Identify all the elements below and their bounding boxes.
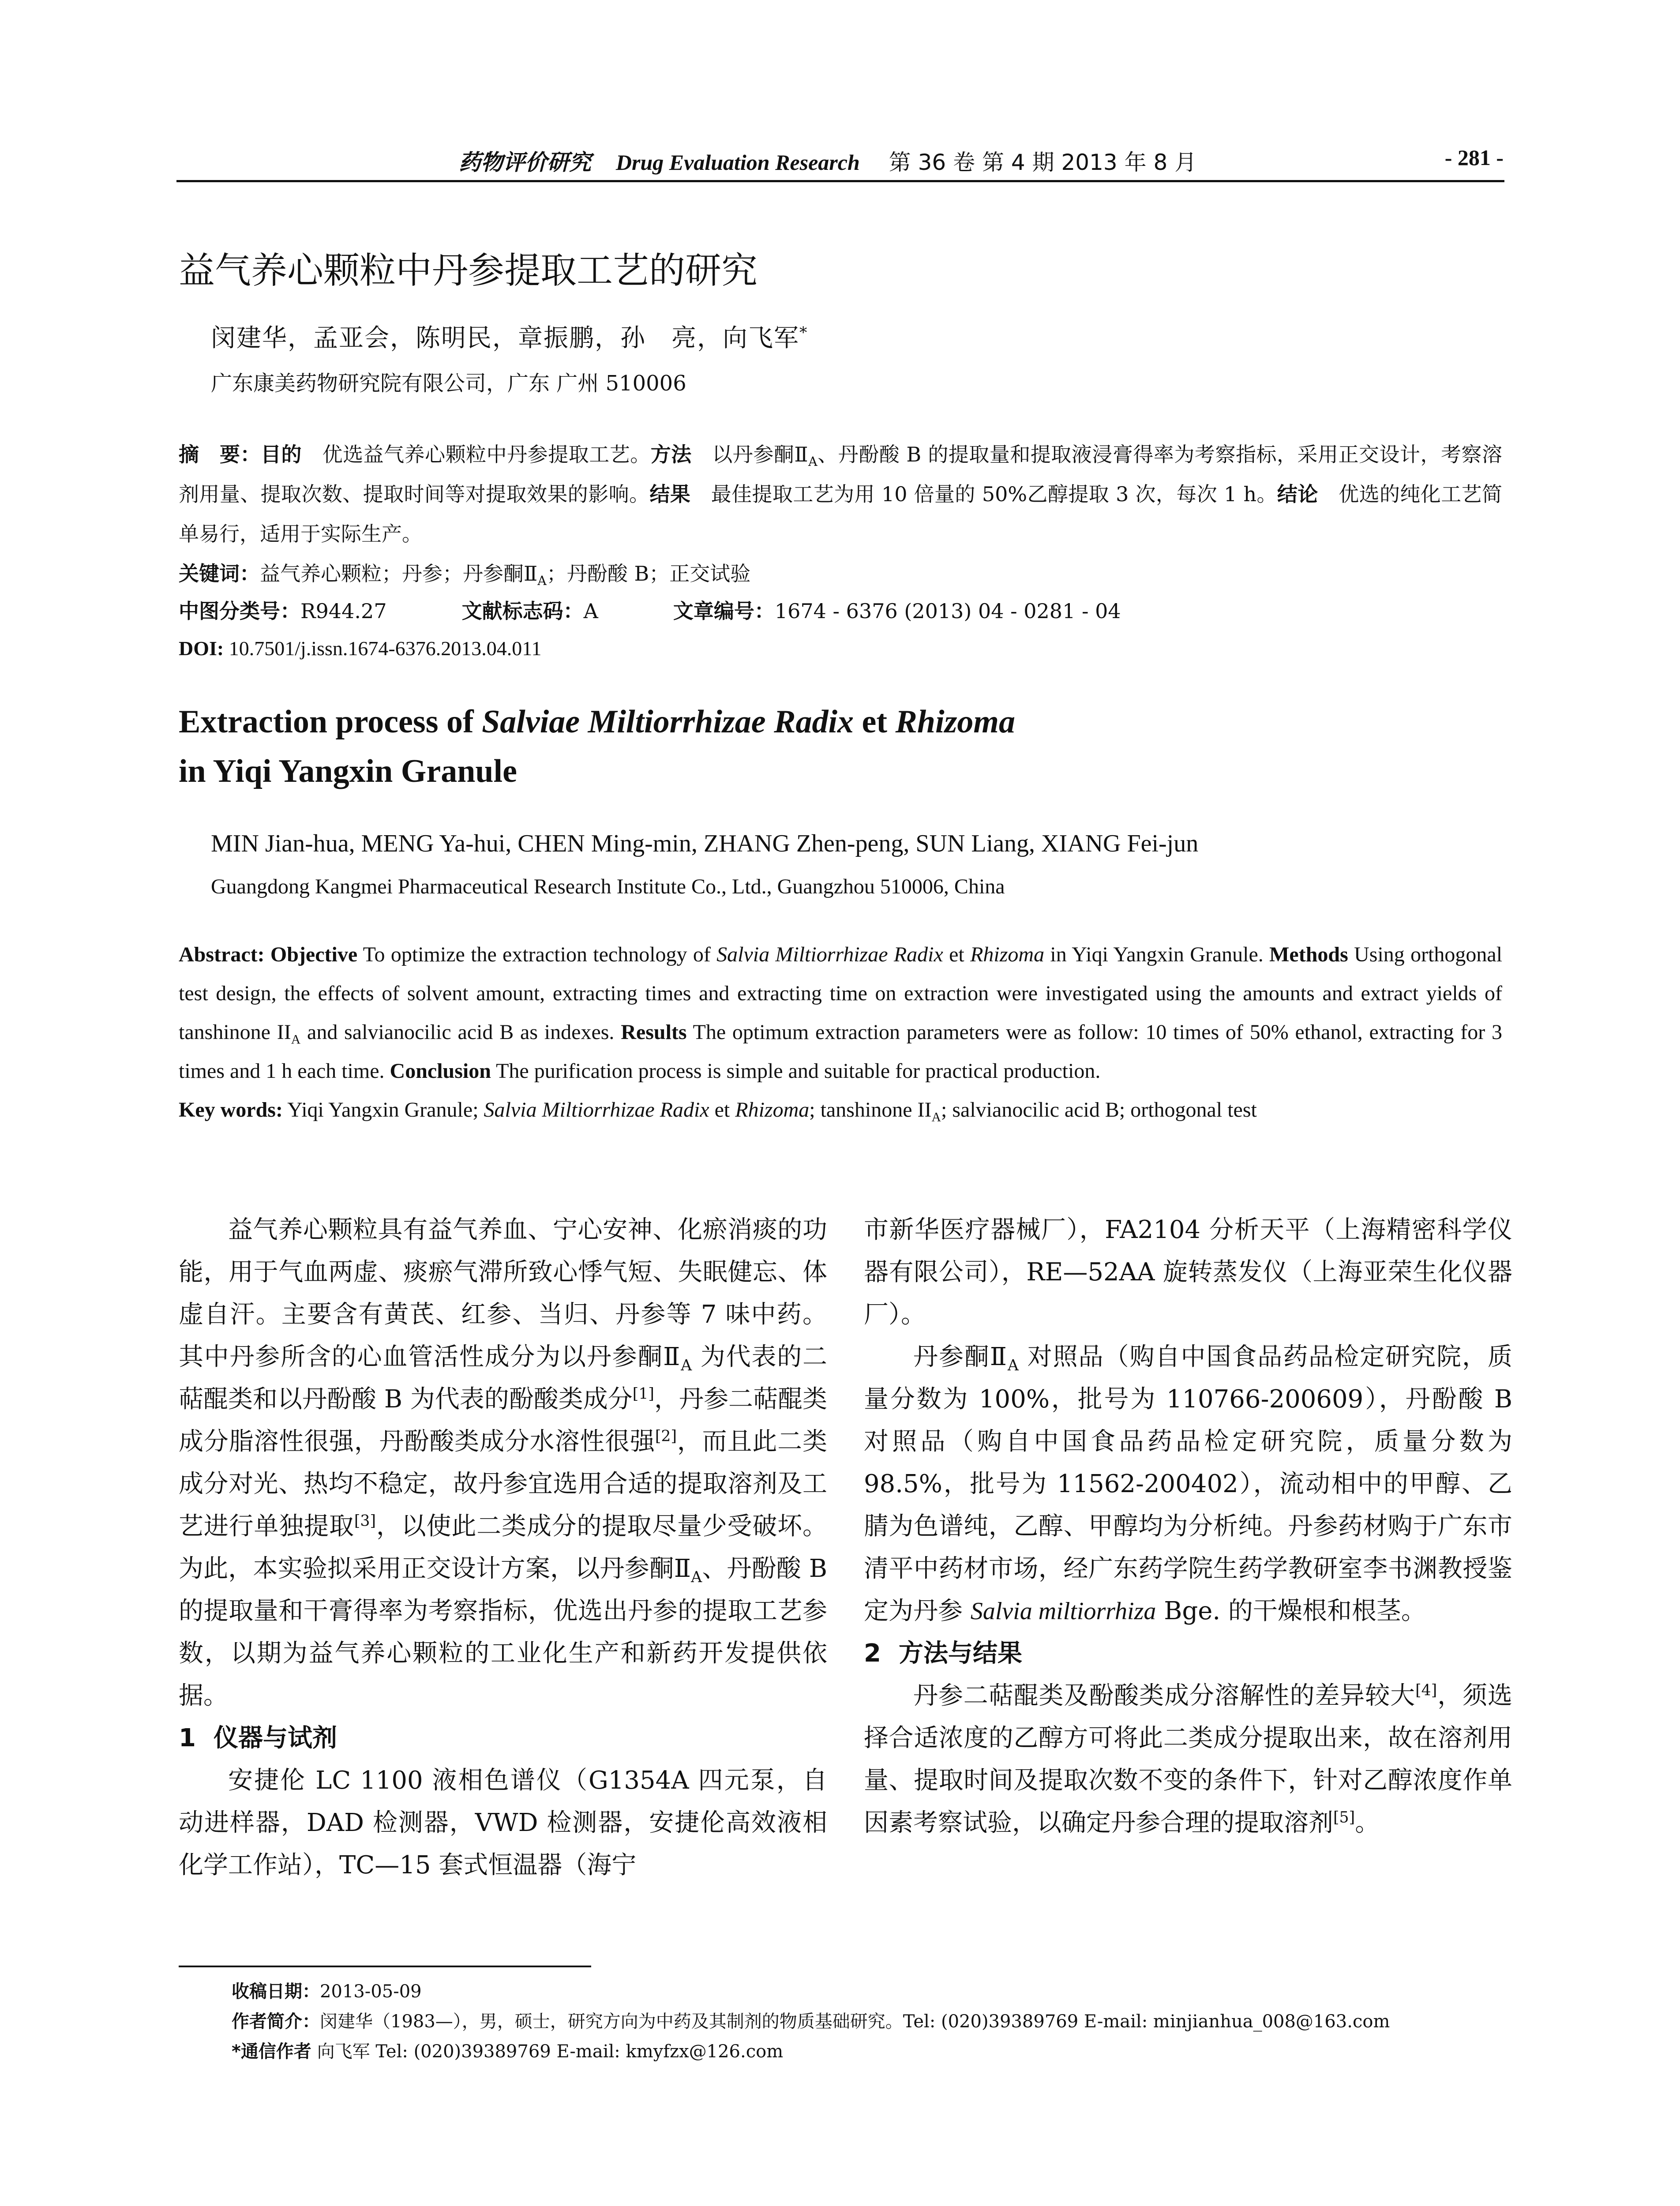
keywords-en-italic2: Rhizoma — [735, 1098, 810, 1122]
abstract-en-objective-italic2: Rhizoma — [970, 943, 1045, 966]
citation-ref-5[interactable]: [5] — [1333, 1808, 1355, 1827]
methods-para-c: 。 — [1355, 1808, 1380, 1837]
title-en-part1: Extraction process of — [179, 704, 482, 740]
keywords-cn — [179, 554, 1502, 593]
authors-en: MIN Jian-hua, MENG Ya-hui, CHEN Ming-min, ZHANG Zhen-peng, SUN Liang, XIANG Fei-jun — [211, 830, 1199, 857]
footnote-rule — [179, 1966, 591, 1967]
objective-text: 优选益气养心颗粒中丹参提取工艺。 — [322, 443, 651, 466]
corresponding-author — [179, 2037, 1546, 2067]
abstract-en-methods: Using orthogonal test design, the effects of solvent amount, extracting times and extracting time on extraction were investigated using the amounts and extract yields of tanshinone II — [179, 943, 1503, 1044]
abstract-en-objective-3: in Yiqi Yangxin Granule. — [1044, 943, 1270, 966]
intro-text-c: ，丹参二萜醌类成分脂溶性很强，丹酚酸类成分水溶性很强 — [179, 1385, 827, 1456]
corresponding-mark: * — [799, 324, 808, 342]
author-bio-text: 闵建华（1983—），男，硕士，研究方向为中药及其制剂的物质基础研究。Tel: (020)39389769 E-mail: minjianhua_008@163.com — [320, 2011, 1390, 2032]
conclusion-text: 优选的纯化工艺简单易行，适用于实际生产。 — [179, 482, 1503, 546]
reagents-text-b: 对照品（购自中国食品药品检定研究院，质量分数为 100%，批号为 110766-200609），丹酚酸 B 对照品（购自中国食品药品检定研究院，质量分数为 98.5%，批号为 11562-200402），流动相中的甲醇、乙腈为色谱纯，乙醇、甲醇均为分析纯。丹参药材购于广东市清平中药材市场，经广东药学院生药学教研室李书渊教授鉴定为丹参 — [864, 1343, 1512, 1625]
species-name: Salvia miltiorrhiza — [970, 1598, 1156, 1625]
results-label: 结果 — [649, 482, 691, 506]
intro-sub-2: A — [691, 1568, 702, 1587]
authors-cn — [211, 319, 808, 354]
reagents-paragraph — [864, 1336, 1512, 1632]
received-date — [179, 1977, 1546, 2007]
issue-info: 第 36 卷 第 4 期 2013 年 8 月 — [889, 150, 1197, 175]
abstract-en-objective-2: et — [943, 943, 971, 966]
body-column-right — [864, 1209, 1512, 1844]
doc-label: 文献标志码： — [461, 599, 584, 623]
header-rule — [176, 180, 1504, 182]
clc-value: R944.27 — [300, 599, 387, 623]
methods-text-2: 、丹酚酸 B 的提取量和提取液浸膏得率为考察指标，采用正交设计，考察溶剂用量、提取次数、提取时间等对提取效果的影响。 — [179, 443, 1503, 506]
footnotes — [179, 1977, 1546, 2067]
body-column-left — [179, 1209, 827, 1887]
reagents-text-a: 丹参酮Ⅱ — [913, 1343, 1008, 1371]
abstract-en-objective: To optimize the extraction technology of — [357, 943, 717, 966]
affiliation-cn: 广东康美药物研究院有限公司，广东 广州 510006 — [211, 371, 686, 396]
keywords-cn-sub: A — [537, 574, 547, 589]
abstract-en-methods-sub: A — [291, 1032, 301, 1047]
keywords-cn-label: 关键词： — [179, 562, 260, 585]
keywords-en-label: Key words: — [179, 1098, 283, 1122]
received-value: 2013-05-09 — [320, 1981, 422, 2002]
doc-value: A — [583, 599, 598, 623]
clc-label: 中图分类号： — [179, 599, 300, 623]
corresponding-text: 向飞军 Tel: (020)39389769 E-mail: kmyfzx@126.com — [311, 2041, 784, 2062]
intro-text-b: 为代表的二萜醌类和以丹酚酸 B 为代表的酚酸类成分 — [179, 1343, 827, 1414]
methods-paragraph — [864, 1675, 1512, 1844]
abstract-en-methods-2: and salvianocilic acid B as indexes. — [300, 1020, 621, 1044]
doi-label: DOI: — [179, 637, 224, 660]
keywords-en-a: Yiqi Yangxin Granule; — [282, 1098, 484, 1122]
abstract-en-conclusion: The purification process is simple and suitable for practical production. — [491, 1059, 1101, 1083]
methods-sub: A — [808, 454, 818, 469]
section-2-title: 方法与结果 — [898, 1639, 1022, 1668]
citation-ref-4[interactable]: [4] — [1415, 1681, 1437, 1700]
doi-link[interactable]: 10.7501/j.issn.1674-6376.2013.04.011 — [224, 637, 542, 660]
intro-text-a: 益气养心颗粒具有益气养血、宁心安神、化瘀消痰的功能，用于气血两虚、痰瘀气滞所致心悸气短、失眠健忘、体虚自汗。主要含有黄芪、红参、当归、丹参等 7 味中药。其中丹参所含的心血管活性成分为以丹参酮Ⅱ — [179, 1216, 827, 1371]
citation-ref-3[interactable]: [3] — [354, 1512, 376, 1530]
article-value: 1674 - 6376 (2013) 04 - 0281 - 04 — [774, 599, 1121, 623]
keywords-en-d: ; salvianocilic acid B; orthogonal test — [941, 1098, 1257, 1122]
abstract-en-results: The optimum extraction parameters were as follow: 10 times of 50% ethanol, extracting for 3 times and 1 h each time. — [179, 1020, 1503, 1083]
methods-label: 方法 — [650, 443, 692, 466]
abstract-en-label: Abstract: Objective — [179, 943, 358, 966]
authors-cn-text: 闵建华，孟亚会，陈明民，章振鹏，孙 亮，向飞军 — [211, 324, 799, 353]
intro-paragraph — [179, 1209, 827, 1717]
conclusion-label: 结论 — [1277, 482, 1318, 506]
classification — [179, 591, 1502, 631]
received-label: 收稿日期： — [232, 1981, 320, 2002]
keywords-en-italic1: Salvia Miltiorrhizae Radix — [484, 1098, 709, 1122]
intro-sub-1: A — [681, 1357, 692, 1375]
intro-text-e: ，以使此二类成分的提取尽量少受破坏。为此，本实验拟采用正交设计方案，以丹参酮Ⅱ — [179, 1512, 828, 1583]
abstract-en — [179, 935, 1502, 1129]
citation-ref-2[interactable]: [2] — [655, 1427, 677, 1445]
journal-title-en: Drug Evaluation Research — [615, 150, 860, 175]
page-number: - 281 - — [1444, 145, 1504, 170]
reagents-text-c: Bge. 的干燥根和根茎。 — [1156, 1597, 1426, 1625]
affiliation-en: Guangdong Kangmei Pharmaceutical Research Institute Co., Ltd., Guangzhou 510006, China — [211, 875, 1005, 898]
keywords-en-sub: A — [931, 1110, 941, 1125]
results-text: 最佳提取工艺为用 10 倍量的 50%乙醇提取 3 次，每次 1 h。 — [711, 482, 1277, 506]
title-cn: 益气养心颗粒中丹参提取工艺的研究 — [179, 250, 758, 292]
corresponding-label: *通信作者 — [232, 2041, 311, 2062]
instruments-paragraph: 安捷伦 LC 1100 液相色谱仪（G1354A 四元泵，自动进样器，DAD 检测器，VWD 检测器，安捷伦高效液相化学工作站），TC—15 套式恒温器（海宁 — [179, 1766, 827, 1880]
intro-text-f: 、丹酚酸 B 的提取量和干膏得率为考察指标，优选出丹参的提取工艺参数，以期为益气养心颗粒的工业化生产和新药开发提供依据。 — [179, 1554, 828, 1710]
author-bio-label: 作者简介： — [232, 2011, 320, 2032]
abstract-en-results-label: Results — [621, 1020, 687, 1044]
abstract-en-methods-label: Methods — [1269, 943, 1348, 966]
methods-text: 以丹参酮Ⅱ — [712, 443, 809, 466]
article-label: 文章编号： — [673, 599, 775, 623]
reagents-sub: A — [1007, 1357, 1019, 1375]
section-heading-2 — [864, 1632, 1512, 1675]
intro-text-d: ，而且此二类成分对光、热均不稳定，故丹参宜选用合适的提取溶剂及工艺进行单独提取 — [179, 1427, 828, 1541]
abstract-en-conclusion-label: Conclusion — [390, 1059, 491, 1083]
keywords-en-b: et — [709, 1098, 735, 1122]
keywords-cn-text: 益气养心颗粒；丹参；丹参酮Ⅱ — [260, 562, 538, 585]
methods-para-a: 丹参二萜醌类及酚酸类成分溶解性的差异较大 — [913, 1681, 1416, 1710]
section-heading-1 — [179, 1717, 827, 1760]
title-en-line2: in Yiqi Yangxin Granule — [179, 753, 517, 789]
citation-ref-1[interactable]: [1] — [632, 1385, 654, 1403]
title-en-italic1: Salviae Miltiorrhizae Radix — [482, 704, 854, 740]
title-en-part2: et — [854, 704, 896, 740]
doi — [179, 629, 1502, 668]
section-1-title: 仪器与试剂 — [213, 1724, 337, 1752]
abstract-cn — [179, 435, 1502, 554]
abstract-en-objective-italic1: Salvia Miltiorrhizae Radix — [716, 943, 943, 966]
section-1-number: 1 — [179, 1724, 196, 1752]
author-bio — [179, 2007, 1546, 2037]
title-en — [179, 697, 1502, 796]
instruments-paragraph-cont: 市新华医疗器械厂），FA2104 分析天平（上海精密科学仪器有限公司），RE—52AA 旋转蒸发仪（上海亚荣生化仪器厂）。 — [864, 1216, 1512, 1329]
running-header — [459, 145, 1196, 176]
title-en-italic2: Rhizoma — [895, 704, 1015, 740]
abstract-cn-label: 摘 要： — [179, 443, 261, 466]
objective-label: 目的 — [261, 443, 302, 466]
keywords-en-c: ; tanshinone II — [809, 1098, 932, 1122]
methods-para-b: ，须选择合适浓度的乙醇方可将此二类成分提取出来，故在溶剂用量、提取时间及提取次数不变的条件下，针对乙醇浓度作单因素考察试验，以确定丹参合理的提取溶剂 — [864, 1681, 1513, 1837]
keywords-cn-text-2: ；丹酚酸 B；正交试验 — [546, 562, 751, 585]
journal-logo: 药物评价研究 — [459, 149, 591, 175]
section-2-number: 2 — [864, 1639, 881, 1668]
